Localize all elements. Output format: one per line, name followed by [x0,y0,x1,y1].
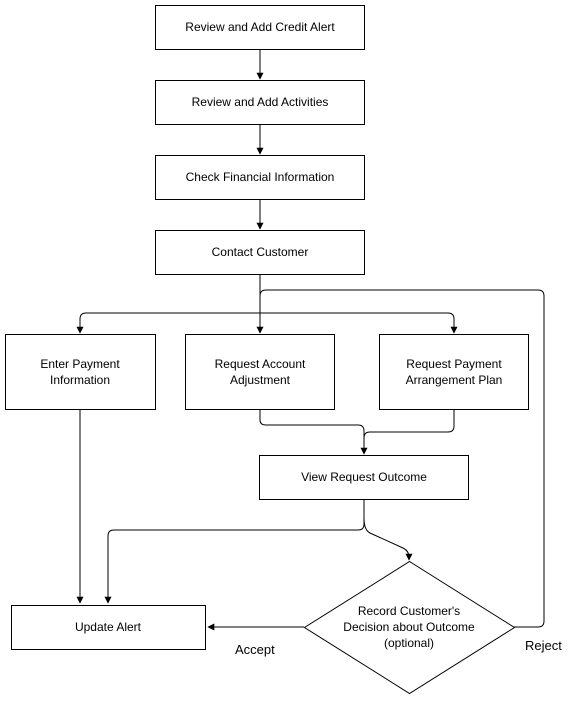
edge-contact-to-request-arrangement [260,313,454,333]
label-review-credit-alert: Review and Add Credit Alert [185,20,335,34]
label-request-adjustment-line1: Request Account [214,357,306,371]
label-record-decision-line3: (optional) [383,636,435,650]
label-request-arrangement-line2: Arrangement Plan [405,373,503,387]
label-update-alert: Update Alert [74,620,142,634]
label-request-adjustment-line2: Adjustment [229,373,291,387]
node-request-arrangement [380,335,529,410]
edge-view-outcome-to-update-alert [108,500,364,603]
edge-contact-to-enter-payment [80,275,260,333]
node-request-adjustment [186,335,335,410]
edge-label-reject: Reject [525,638,562,653]
label-record-decision-line1: Record Customer's [357,604,461,618]
edge-adjustment-to-view-outcome [260,410,364,454]
label-view-outcome: View Request Outcome [301,470,427,484]
label-enter-payment-line1: Enter Payment [40,357,120,371]
edge-arrangement-to-view-outcome [364,410,454,454]
label-check-financial: Check Financial Information [185,170,335,184]
label-record-decision-line2: Decision about Outcome [343,620,475,634]
edge-label-accept: Accept [235,642,275,657]
label-enter-payment-line2: Information [49,373,111,387]
node-enter-payment [6,335,156,410]
edge-view-outcome-to-decision [364,518,409,560]
label-review-activities: Review and Add Activities [191,95,329,109]
label-contact-customer: Contact Customer [211,245,309,259]
label-request-arrangement-line1: Request Payment [406,357,502,371]
